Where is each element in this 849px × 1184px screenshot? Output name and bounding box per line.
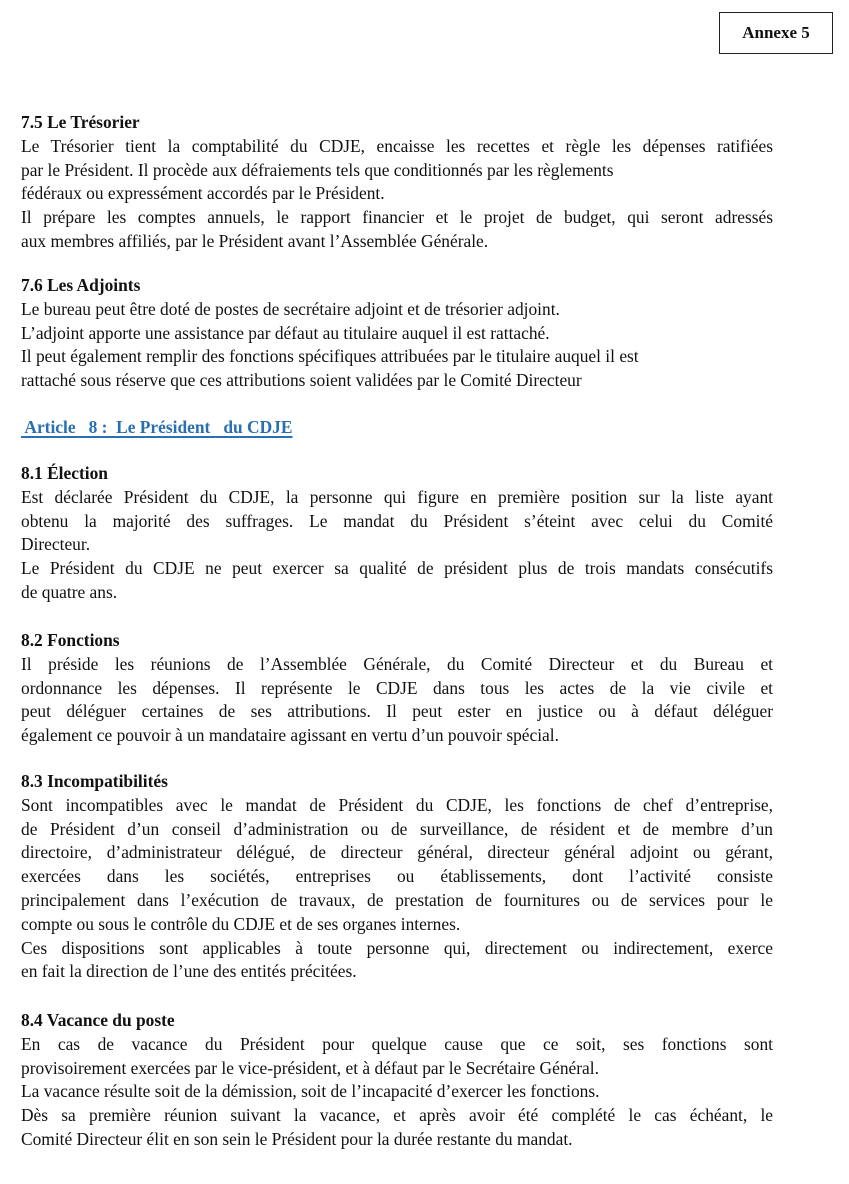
section-heading: 8.3 Incompatibilités	[21, 771, 168, 791]
annex-label: Annexe 5	[742, 23, 810, 42]
section-7-6-adjoints	[21, 274, 773, 393]
annex-label-box	[719, 12, 833, 54]
paragraph-line: en fait la direction de l’une des entités précitées.	[21, 961, 357, 982]
section-heading: 7.5 Le Trésorier	[21, 112, 140, 132]
paragraph-line: exercées dans les sociétés, entreprises ou établissements, dont l’activité consiste	[21, 866, 773, 887]
section-7-5-tresorier	[21, 111, 773, 254]
paragraph-line: compte ou sous le contrôle du CDJE et de ses organes internes.	[21, 913, 461, 934]
paragraph-line: Il prépare les comptes annuels, le rapport financier et le projet de budget, qui seront adressés	[21, 207, 773, 228]
paragraph-line: directoire, d’administrateur délégué, de directeur général, directeur général adjoint ou gérant,	[21, 842, 773, 863]
paragraph-line: obtenu la majorité des suffrages. Le mandat du Président s’éteint avec celui du Comité	[21, 510, 773, 531]
paragraph-line: également ce pouvoir à un mandataire agissant en vertu d’un pouvoir spécial.	[21, 725, 559, 746]
paragraph-line: Il peut également remplir des fonctions spécifiques attribuées par le titulaire auquel il est	[21, 346, 639, 367]
paragraph-line: La vacance résulte soit de la démission, soit de l’incapacité d’exercer les fonctions.	[21, 1081, 600, 1102]
paragraph-line: par le Président. Il procède aux défraiements tels que conditionnés par les règlements	[21, 159, 614, 180]
paragraph-line: L’adjoint apporte une assistance par défaut au titulaire auquel il est rattaché.	[21, 322, 550, 343]
article-8-heading	[21, 416, 773, 440]
paragraph-line: Ces dispositions sont applicables à toute personne qui, directement ou indirectement, exerce	[21, 937, 773, 958]
paragraph-line: principalement dans l’exécution de travaux, de prestation de fournitures ou de services pour le	[21, 889, 773, 910]
paragraph-line: Le bureau peut être doté de postes de secrétaire adjoint et de trésorier adjoint.	[21, 298, 560, 319]
paragraph-line: Il préside les réunions de l’Assemblée Générale, du Comité Directeur et du Bureau et	[21, 653, 773, 674]
paragraph-line: Le Trésorier tient la comptabilité du CDJE, encaisse les recettes et règle les dépenses ratifiées	[21, 135, 773, 156]
section-heading: 8.4 Vacance du poste	[21, 1010, 175, 1030]
section-8-1-election	[21, 462, 773, 605]
paragraph-line: Directeur.	[21, 534, 91, 555]
section-heading: 8.2 Fonctions	[21, 630, 120, 650]
paragraph-line: fédéraux ou expressément accordés par le Président.	[21, 183, 385, 204]
section-8-2-fonctions	[21, 629, 773, 748]
paragraph-line: provisoirement exercées par le vice-président, et à défaut par le Secrétaire Général.	[21, 1057, 599, 1078]
paragraph-line: Est déclarée Président du CDJE, la personne qui figure en première position sur la liste ayant	[21, 486, 773, 507]
paragraph-line: En cas de vacance du Président pour quelque cause que ce soit, ses fonctions sont	[21, 1033, 773, 1054]
paragraph-line: Comité Directeur élit en son sein le Président pour la durée restante du mandat.	[21, 1128, 573, 1149]
paragraph-line: ordonnance les dépenses. Il représente le CDJE dans tous les actes de la vie civile et	[21, 677, 773, 698]
paragraph-line: de quatre ans.	[21, 581, 118, 602]
section-8-3-incompatibilites	[21, 770, 773, 984]
section-heading: 7.6 Les Adjoints	[21, 275, 141, 295]
paragraph-line: Sont incompatibles avec le mandat de Président du CDJE, les fonctions de chef d’entreprise,	[21, 794, 773, 815]
paragraph-line: rattaché sous réserve que ces attributions soient validées par le Comité Directeur	[21, 370, 582, 391]
paragraph-line: Le Président du CDJE ne peut exercer sa qualité de président plus de trois mandats consécutifs	[21, 558, 773, 579]
section-8-4-vacance	[21, 1009, 773, 1152]
article-title: Article 8 : Le Président du CDJE	[21, 417, 293, 437]
section-heading: 8.1 Élection	[21, 463, 108, 483]
paragraph-line: aux membres affiliés, par le Président avant l’Assemblée Générale.	[21, 230, 489, 251]
paragraph-line: de Président d’un conseil d’administration ou de surveillance, de résident et de membre d’un	[21, 818, 773, 839]
paragraph-line: Dès sa première réunion suivant la vacance, et après avoir été complété le cas échéant, le	[21, 1105, 773, 1126]
paragraph-line: peut déléguer certaines de ses attributions. Il peut ester en justice ou à défaut déléguer	[21, 701, 773, 722]
